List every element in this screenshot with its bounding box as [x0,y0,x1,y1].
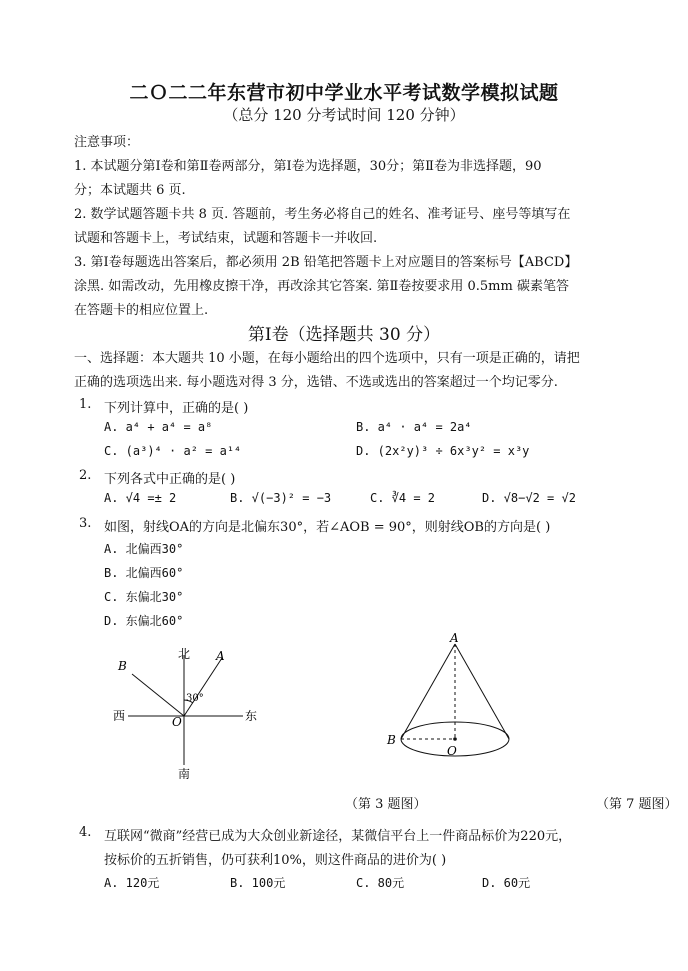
option-b: B. √(−3)² = −3 [230,491,332,505]
label-south: 南 [178,767,191,780]
base-center-point [453,737,457,741]
notice-line: 2. 数学试题答题卡共 8 页. 答题前，考生务必将自己的姓名、准考证号、座号等填写在 [74,207,571,222]
angle-label: 30° [186,693,204,704]
page-title: 二Ｏ二二年东营市初中学业水平考试数学模拟试题 [129,82,559,104]
question-number: 3. [79,516,92,531]
option-d: D. √8−√2 = √2 [482,491,576,505]
question-number: 4. [79,825,92,840]
question-stem: 互联网“微商”经营已成为大众创业新途径，某微信平台上一件商品标价为220元， [104,829,572,844]
option-c: C. 80元 [356,876,405,890]
cone-right-edge [455,644,509,739]
figure3-caption: （第 3 题图） [345,797,427,812]
option-c: C. (a³)⁴ · a² = a¹⁴ [104,444,242,458]
notice-line: 试题和答题卡上，考试结束，试题和答题卡一并收回. [74,231,378,246]
option-c: C. ∛4 = 2 [370,491,436,505]
label-north: 北 [178,647,191,661]
label-b: B [387,733,396,747]
question-stem: 如图，射线OA的方向是北偏东30°，若∠AOB = 90°，则射线OB的方向是( ) [104,520,551,535]
option-d: D. 东偏北60° [104,614,184,628]
notice-heading: 注意事项： [74,135,140,150]
label-a: A [450,631,459,645]
notice-line: 3. 第Ⅰ卷每题选出答案后，都必须用 2B 铅笔把答题卡上对应题目的答案标号【ABCD】 [74,255,578,270]
label-east: 东 [245,709,258,723]
label-b: B [118,659,127,673]
label-o: O [447,744,457,758]
option-a: A. 北偏西30° [104,542,184,556]
figure-cone [380,628,530,763]
label-west: 西 [113,709,126,723]
section-intro: 一、选择题：本大题共 10 小题，在每小题给出的四个选项中，只有一项是正确的，请把 [74,351,580,366]
option-a: A. √4 =± 2 [104,491,177,505]
label-o: O [172,715,182,729]
notice-line: 分；本试题共 6 页. [74,183,186,198]
question-stem: 按标价的五折销售，仍可获利10%，则这件商品的进价为( ) [104,853,447,868]
question-stem: 下列计算中，正确的是( ) [104,401,249,416]
option-b: B. 100元 [230,876,286,890]
section-title: 第Ⅰ卷（选择题共 30 分） [247,325,441,345]
question-number: 2. [79,468,92,483]
ray-oa [184,658,222,716]
question-number: 1. [79,397,92,412]
option-a: A. 120元 [104,876,160,890]
option-d: D. 60元 [482,876,531,890]
page-subtitle: （总分 120 分考试时间 120 分钟） [223,106,465,124]
notice-line: 1. 本试题分第Ⅰ卷和第Ⅱ卷两部分，第Ⅰ卷为选择题，30分；第Ⅱ卷为非选择题，90 [74,159,542,174]
label-a: A [216,649,225,663]
question-stem: 下列各式中正确的是( ) [104,472,236,487]
option-b: B. a⁴ · a⁴ = 2a⁴ [356,420,472,434]
option-a: A. a⁴ + a⁴ = a⁸ [104,420,213,434]
notice-line: 涂黑. 如需改动，先用橡皮擦干净，再改涂其它答案. 第Ⅱ卷按要求用 0.5mm 碳素笔答 [74,279,569,294]
section-intro: 正确的选项选出来. 每小题选对得 3 分，选错、不选或选出的答案超过一个均记零分. [74,375,558,390]
figure7-caption: （第 7 题图） [596,797,678,812]
option-b: B. 北偏西60° [104,566,184,580]
figure-compass [100,640,280,780]
option-d: D. (2x²y)³ ÷ 6x³y² = x³y [356,444,530,458]
cone-left-edge [401,644,455,739]
ray-ob [132,674,184,716]
option-c: C. 东偏北30° [104,590,184,604]
notice-line: 在答题卡的相应位置上. [74,303,209,318]
